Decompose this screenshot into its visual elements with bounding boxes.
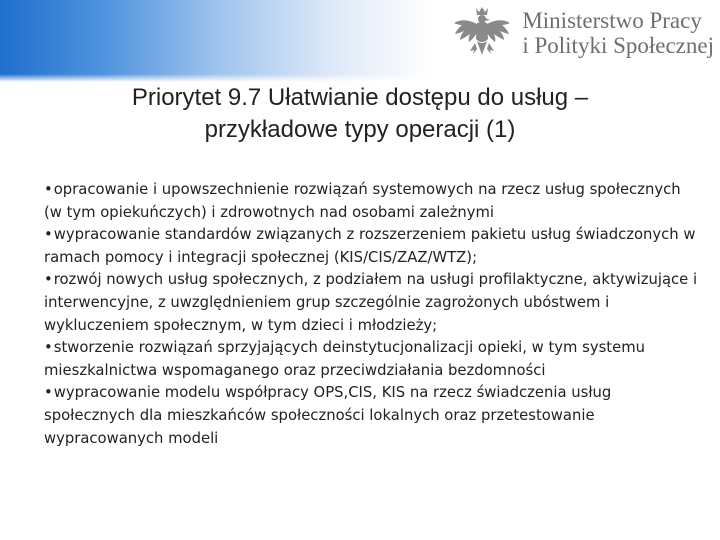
bullet-text: stworzenie rozwiązań sprzyjających deinstytucjonalizacji opieki, w tym systemu mieszkalnictwa wspomaganego oraz przeciwdziałania bezdomności — [44, 339, 645, 379]
ministry-name-line2: i Polityki Społecznej — [522, 33, 714, 58]
bullet-item — [44, 224, 700, 269]
bullet-item — [44, 179, 700, 224]
slide-title — [50, 82, 670, 146]
ministry-name-line1: Ministerstwo Pracy — [522, 8, 702, 33]
slide-title-line2: przykładowe typy operacji (1) — [204, 116, 516, 143]
bullet-text: wypracowanie standardów związanych z rozszerzeniem pakietu usług świadczonych w ramach pomocy i integracji społecznej (KIS/CIS/ZAZ/WTZ); — [44, 226, 696, 266]
bullet-item — [44, 337, 700, 382]
bullet-text: wypracowanie modelu współpracy OPS,CIS, KIS na rzecz świadczenia usług społecznych dla mieszkańców społeczności lokalnych oraz przetestowanie wypracowanych modeli — [44, 384, 612, 447]
ministry-name — [522, 8, 714, 58]
bullet-item — [44, 382, 700, 450]
bullet-item — [44, 269, 700, 337]
ministry-logo — [450, 4, 714, 62]
bullet-marker: • — [44, 384, 53, 402]
bullet-list — [44, 179, 700, 450]
bullet-marker: • — [44, 271, 53, 289]
bullet-marker: • — [44, 226, 53, 244]
bullet-text: opracowanie i upowszechnienie rozwiązań systemowych na rzecz usług społecznych (w tym opiekuńczych) i zdrowotnych nad osobami zależnymi — [44, 181, 681, 221]
bullet-marker: • — [44, 181, 53, 198]
bullet-marker: • — [44, 339, 53, 357]
bullet-text: rozwój nowych usług społecznych, z podziałem na usługi profilaktyczne, aktywizujące i interwencyjne, z uwzględnieniem grup szczególnie zagrożonych ubóstwem i wykluczeniem społecznym, w tym dzieci i młodzieży; — [44, 271, 698, 334]
slide-title-line1: Priorytet 9.7 Ułatwianie dostępu do usług – — [131, 84, 589, 111]
polish-eagle-emblem-icon — [450, 5, 514, 61]
